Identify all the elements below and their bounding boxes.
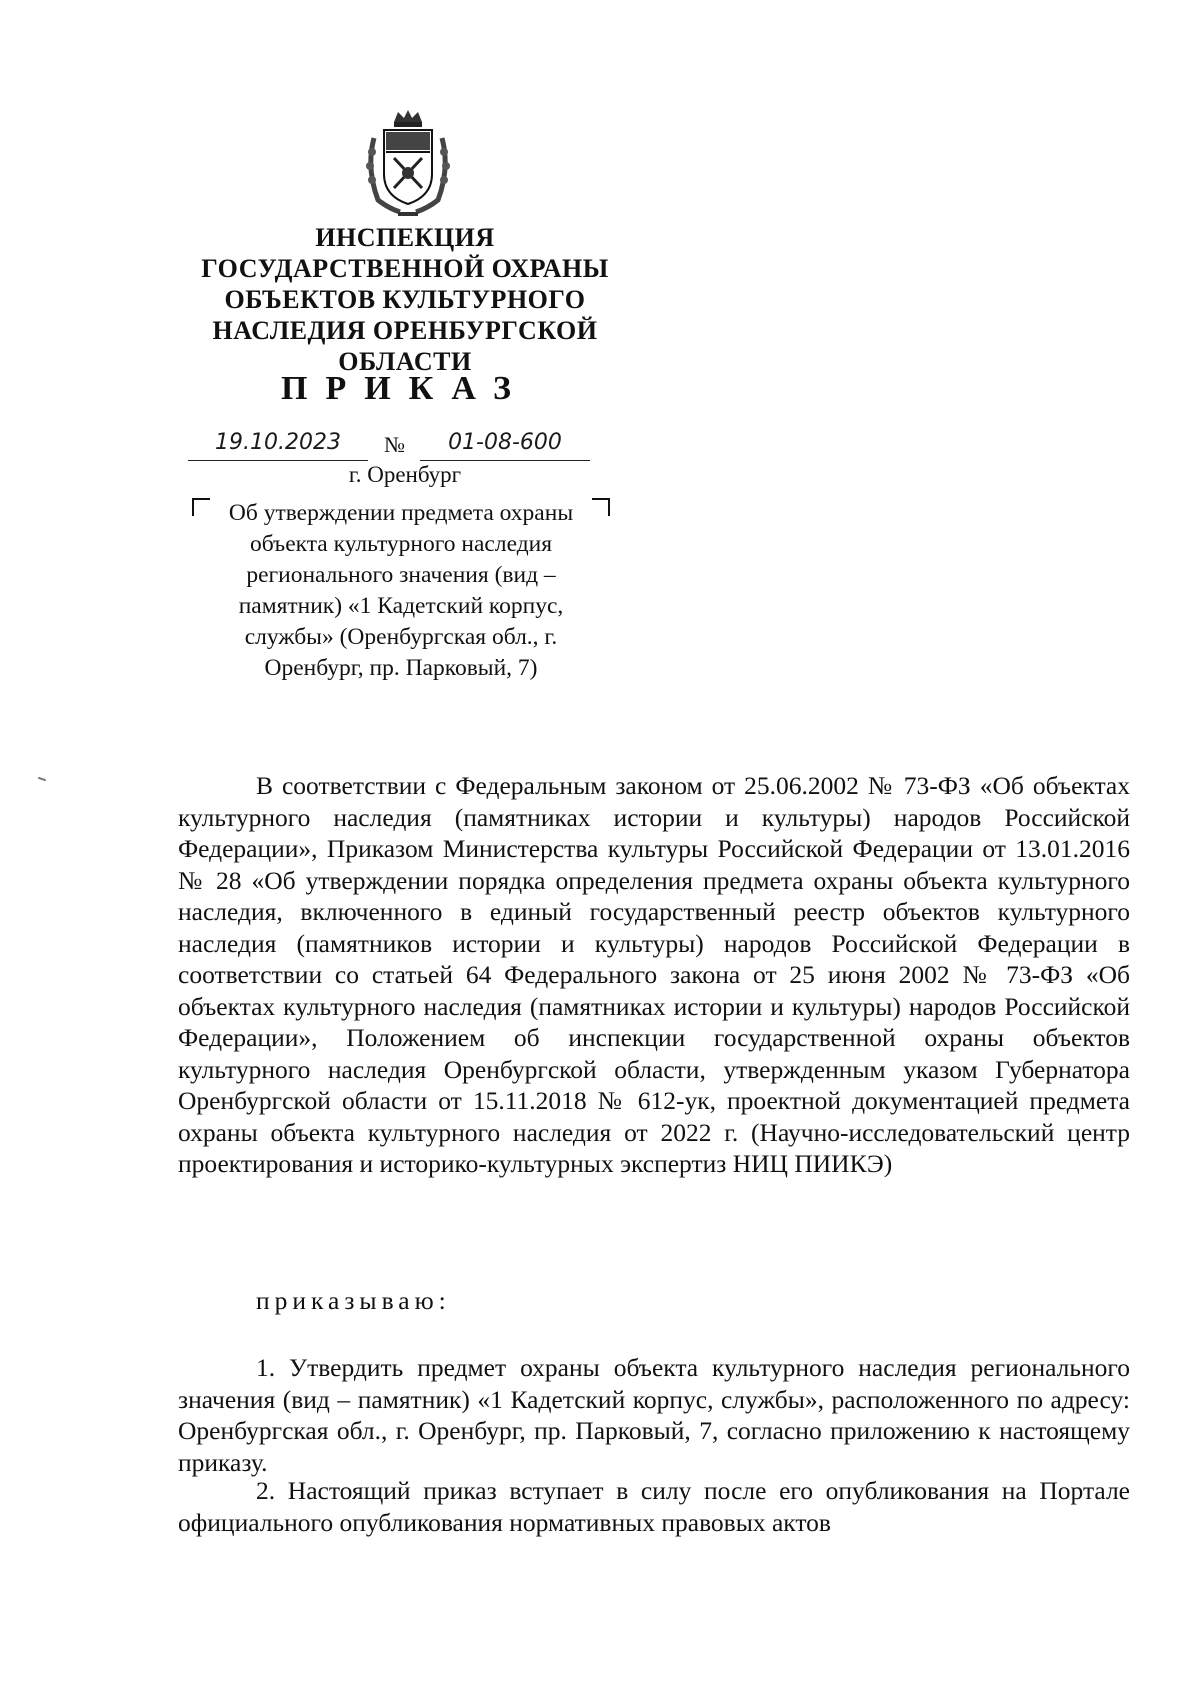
order-item-2: 2. Настоящий приказ вступает в силу после его опубликования на Портале официального опубликования нормативных правовых актов <box>178 1476 1130 1537</box>
org-line: ОБЛАСТИ <box>338 347 472 376</box>
order-subject <box>192 498 610 684</box>
scan-speck <box>38 777 46 782</box>
preamble-text: В соответствии с Федеральным законом от 25.06.2002 № 73-ФЗ «Об объектах культурного наследия (памятниках истории и культуры) народов Российской Федерации», Приказом Министерства культуры Российской Федерации от 13.01.2016 № 28 «Об утверждении порядка определения предмета охраны объекта культурного наследия, включенного в единый государственный реестр объектов культурного наследия (памятников истории и культуры) народов Российской Федерации в соответствии со статьей 64 Федерального закона от 25 июня 2002 № 73-ФЗ «Об объектах культурного наследия (памятниках истории и культуры) народов Российской Федерации», Положением об инспекции государственной охраны объектов культурного наследия Оренбургской области, утвержденным указом Губернатора Оренбургской области от 15.11.2018 № 612-ук, проектной документацией предмета охраны объекта культурного наследия от 2022 г. (Научно-исследовательский центр проектирования и историко-культурных экспертиз НИЦ ПИИКЭ) <box>178 771 1130 1178</box>
issue-city: г. Оренбург <box>348 462 462 487</box>
order-date: 19.10.2023 <box>188 430 368 461</box>
decree-word: приказываю: <box>256 1286 451 1315</box>
bracket-corner-right <box>592 498 610 516</box>
org-line: ИНСПЕКЦИЯ <box>315 223 495 252</box>
org-line: ГОСУДАРСТВЕННОЙ ОХРАНЫ <box>201 254 609 283</box>
registration-line <box>188 430 628 460</box>
org-line: ОБЪЕКТОВ КУЛЬТУРНОГО <box>224 285 586 314</box>
number-label: № <box>384 432 405 457</box>
order-item-1: 1. Утвердить предмет охраны объекта культурного наследия регионального значения (вид – памятник) «1 Кадетский корпус, службы», расположенного по адресу: Оренбургская обл., г. Оренбург, пр. Парковый, 7, согласно приложению к настоящему приказу. <box>178 1353 1130 1477</box>
document-type-title: ПРИКАЗ <box>281 370 529 407</box>
bracket-corner-left <box>192 498 210 516</box>
preamble <box>178 770 1130 1180</box>
order-number: 01-08-600 <box>420 430 590 461</box>
subject-text: Об утверждении предмета охраны объекта культурного наследия регионального значения (вид – памятник) «1 Кадетский корпус, службы» (Оренбургская обл., г. Оренбург, пр. Парковый, 7) <box>228 500 574 681</box>
org-line: НАСЛЕДИЯ ОРЕНБУРГСКОЙ <box>212 316 598 345</box>
issuing-authority <box>190 222 620 377</box>
orenburg-coat-of-arms-icon <box>364 108 452 216</box>
